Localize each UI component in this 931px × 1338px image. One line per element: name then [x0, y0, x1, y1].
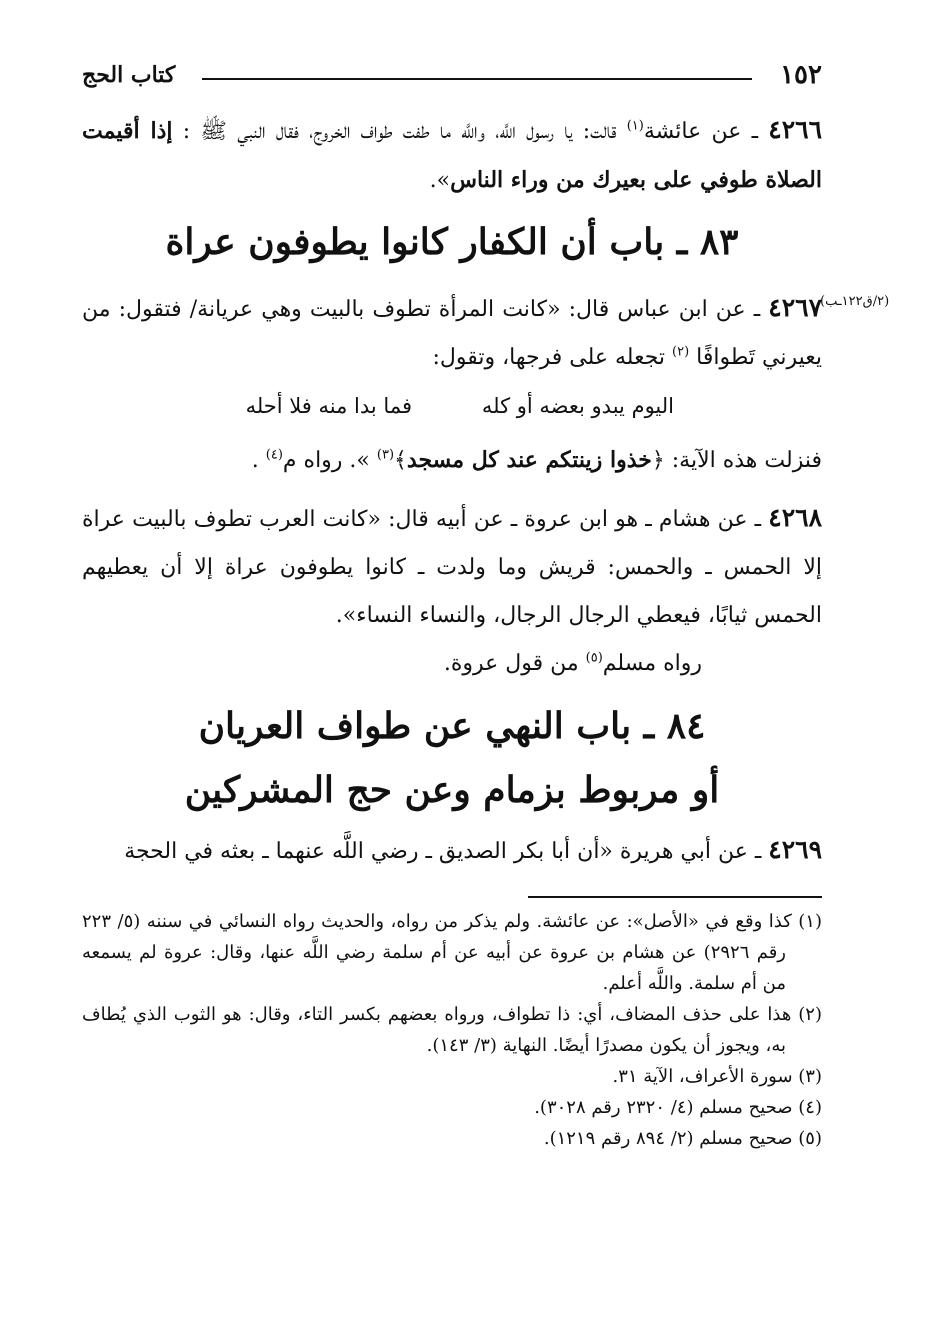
- poem-verse: [82, 384, 822, 428]
- hadith-text: رواه مسلم: [602, 651, 702, 676]
- header-rule: [202, 78, 752, 80]
- footnote-mark: (١): [626, 118, 644, 134]
- hadith-text: ». رواه م: [282, 448, 377, 473]
- page-number: ١٥٢: [780, 60, 822, 90]
- hadith-text: ـ عن عائشة: [643, 119, 769, 144]
- footnotes: [82, 906, 822, 1154]
- hadith-quote: إذا أقيمت الصلاة طوفي على بعيرك من وراء الناس: [82, 118, 822, 193]
- footnote-3: (٣) سورة الأعراف، الآية ٣١.: [612, 1066, 822, 1087]
- quran-verse: خذوا زينتكم عند كل مسجد: [406, 447, 652, 473]
- footnote-5: (٥) صحيح مسلم (٢/ ٨٩٤ رقم ١٢١٩).: [543, 1128, 822, 1149]
- hadith-4268-narration: [82, 640, 822, 688]
- footnote-2: (٢) هذا على حذف المضاف، أي: ذا تطواف، ورواه بعضهم بكسر التاء، وقال: هو الثوب الذي يُطاف به، ويجوز أن يكون مصدرًا أيضًا. النهاية (٣/ ١٤٣).: [82, 1004, 822, 1056]
- hadith-text: ـ عن أبي هريرة «أن أبا بكر الصديق ـ رضي اللَّه عنهما ـ بعثه في الحجة: [124, 839, 769, 864]
- hadith-number: ٤٢٦٦: [768, 115, 822, 144]
- footnote-mark: (٣): [376, 447, 395, 463]
- footnote-1: (١) كذا وقع في «الأصل»: عن عائشة. ولم يذكر من رواه، والحديث رواه النسائي في سننه (٥/ ٢٢٣ رقم ٢٩٢٦) عن هشام بن عروة عن أبيه عن أم سلمة رضي اللَّه عنها، وقال: عروة لم يسمعه من أم سلمة. واللَّه أعلم.: [82, 911, 822, 994]
- hadith-number: ٤٢٦٧: [768, 293, 822, 322]
- chapter-heading-84-line2: أو مربوط بزمام وعن حج المشركين: [184, 769, 720, 811]
- hadith-text: فنزلت هذه الآية: ﴿: [651, 448, 822, 473]
- hadith-text: قالت: يا رسول اللَّه، واللَّه ما طفت طواف الخروج، فقال النبي ﷺ :: [172, 119, 627, 144]
- hadith-text: .: [251, 448, 266, 473]
- chapter-heading-83: ٨٣ ـ باب أن الكفار كانوا يطوفون عراة: [165, 221, 739, 263]
- footnote-mark: (٢): [672, 344, 690, 360]
- hadith-4267: [82, 284, 822, 382]
- hadith-text: تجعله على فرجها، وتقول:: [432, 345, 673, 370]
- footnote-4: (٤) صحيح مسلم (٤/ ٢٣٢٠ رقم ٣٠٢٨).: [534, 1097, 822, 1118]
- manuscript-margin-note: (٢/ق١٢٢ـب): [820, 294, 890, 309]
- hadith-number: ٤٢٦٩: [768, 835, 822, 864]
- chapter-heading-84-line1: ٨٤ ـ باب النهي عن طواف العريان: [198, 705, 706, 747]
- hadith-4268: [82, 494, 822, 640]
- hadith-text: من قول عروة.: [443, 651, 586, 676]
- footnote-separator: [528, 896, 822, 898]
- hadith-text: ـ عن ابن عباس قال: «كانت المرأة تطوف بالبيت وهي عريانة/ فتقول: من يعيرني تَطوافًا: [82, 297, 822, 370]
- hadith-text: ».: [429, 168, 451, 193]
- hadith-number: ٤٢٦٨: [768, 503, 822, 532]
- poem-hemistich-second: فما بدا منه فلا أحله: [245, 394, 412, 418]
- page-header: [82, 58, 822, 94]
- hadith-text: ـ عن هشام ـ هو ابن عروة ـ عن أبيه قال: «كانت العرب تطوف بالبيت عراة إلا الحمس ـ والحمس: قريش وما ولدت ـ كانوا يطوفون عراة إلا أن يعطيهم الحمس ثيابًا، فيعطي الرجال الرجال، والنساء النساء».: [82, 507, 822, 628]
- hadith-4269: [82, 826, 822, 876]
- hadith-text: ﴾: [394, 448, 407, 473]
- hadith-4267-verse-line: [82, 436, 822, 485]
- poem-hemistich-first: اليوم يبدو بعضه أو كله: [481, 394, 674, 418]
- footnote-mark: (٤): [265, 447, 283, 463]
- book-title: كتاب الحج: [82, 62, 176, 88]
- footnote-mark: (٥): [585, 650, 603, 666]
- hadith-4266: [82, 106, 822, 205]
